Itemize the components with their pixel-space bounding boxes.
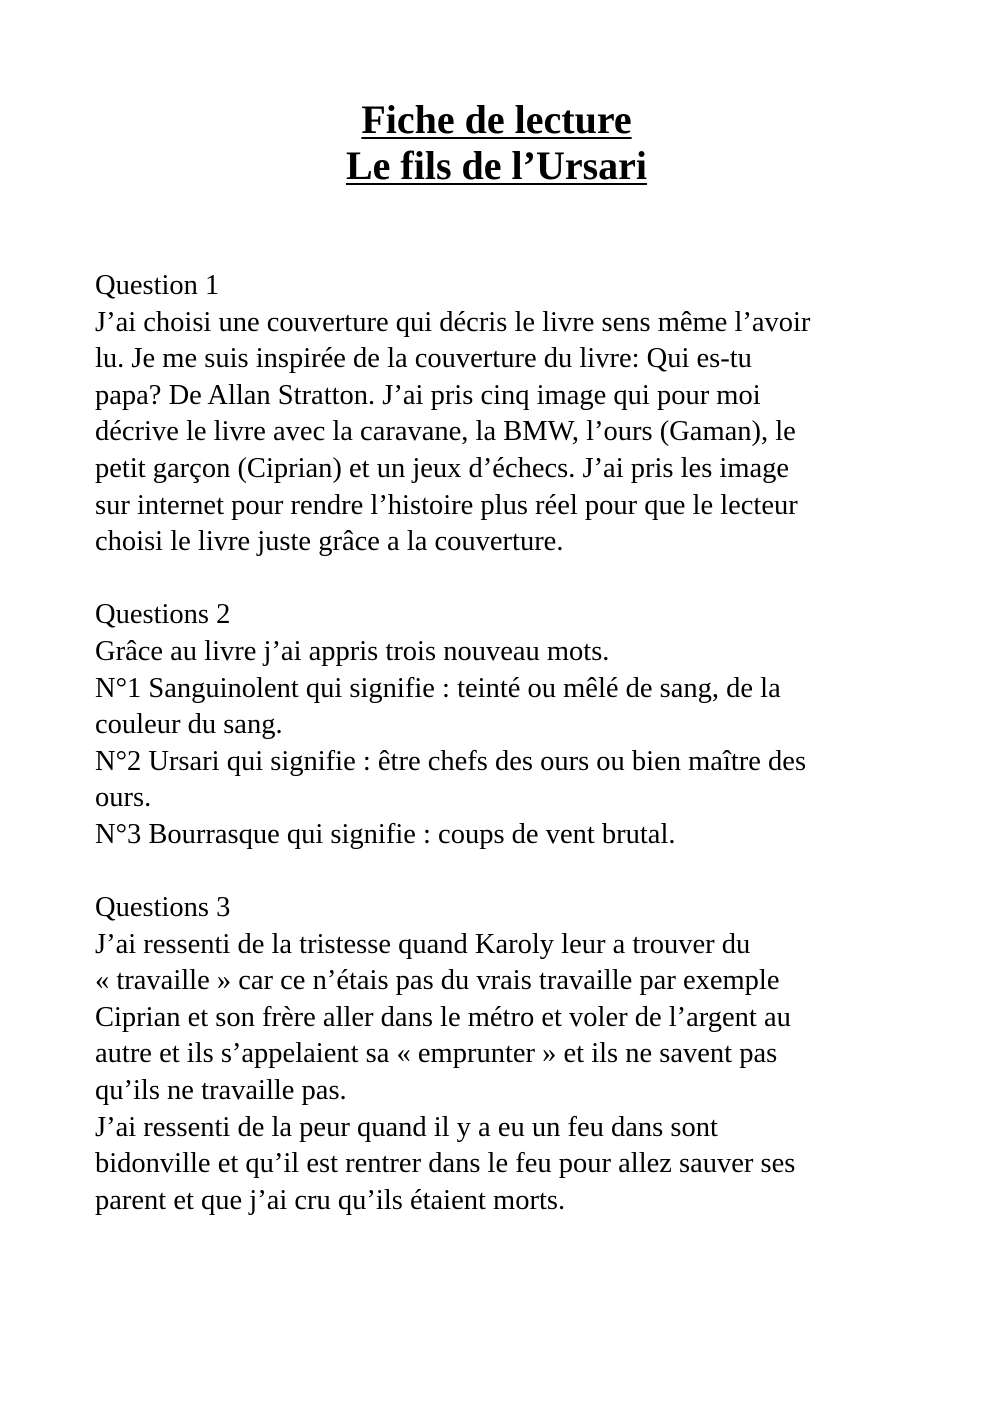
paragraph-line: « travaille » car ce n’étais pas du vrais travaille par exemple <box>95 965 780 997</box>
paragraph-line: N°1 Sanguinolent qui signifie : teinté ou mêlé de sang, de la <box>95 672 781 704</box>
section-spacer <box>95 854 945 891</box>
title-line-2: Le fils de l’Ursari <box>345 143 648 188</box>
paragraph-line: choisi le livre juste grâce a la couverture. <box>95 526 564 558</box>
paragraph-line: couleur du sang. <box>95 709 283 741</box>
paragraph-line: papa? De Allan Stratton. J’ai pris cinq image qui pour moi <box>95 379 761 411</box>
paragraph-line: petit garçon (Ciprian) et un jeux d’échecs. J’ai pris les image <box>95 452 790 484</box>
paragraph-line: bidonville et qu’il est rentrer dans le feu pour allez sauver ses <box>95 1148 796 1180</box>
document-title <box>0 97 993 189</box>
paragraph-line: N°3 Bourrasque qui signifie : coups de vent brutal. <box>95 818 676 850</box>
section-spacer <box>95 561 945 598</box>
paragraph-line: qu’ils ne travaille pas. <box>95 1075 347 1107</box>
section-heading-questions-3: Questions 3 <box>95 892 231 924</box>
paragraph-line: parent et que j’ai cru qu’ils étaient morts. <box>95 1184 566 1216</box>
paragraph-line: Grâce au livre j’ai appris trois nouveau mots. <box>95 635 610 667</box>
title-line-1: Fiche de lecture <box>361 97 632 142</box>
document-body <box>95 268 945 1219</box>
paragraph-line: lu. Je me suis inspirée de la couverture du livre: Qui es-tu <box>95 343 752 375</box>
section-heading-question-1: Question 1 <box>95 270 220 301</box>
paragraph-line: sur internet pour rendre l’histoire plus réel pour que le lecteur <box>95 489 798 521</box>
paragraph-line: J’ai ressenti de la tristesse quand Karoly leur a trouver du <box>95 928 751 960</box>
paragraph-line: J’ai ressenti de la peur quand il y a eu un feu dans sont <box>95 1111 718 1143</box>
paragraph-line: J’ai choisi une couverture qui décris le livre sens même l’avoir <box>95 306 811 338</box>
paragraph-line: Ciprian et son frère aller dans le métro et voler de l’argent au <box>95 1001 791 1033</box>
paragraph-line: autre et ils s’appelaient sa « emprunter » et ils ne savent pas <box>95 1038 778 1070</box>
paragraph-line: décrive le livre avec la caravane, la BMW, l’ours (Gaman), le <box>95 416 796 448</box>
paragraph-line: ours. <box>95 782 152 814</box>
paragraph-line: N°2 Ursari qui signifie : être chefs des ours ou bien maître des <box>95 745 807 777</box>
section-heading-questions-2: Questions 2 <box>95 599 231 631</box>
